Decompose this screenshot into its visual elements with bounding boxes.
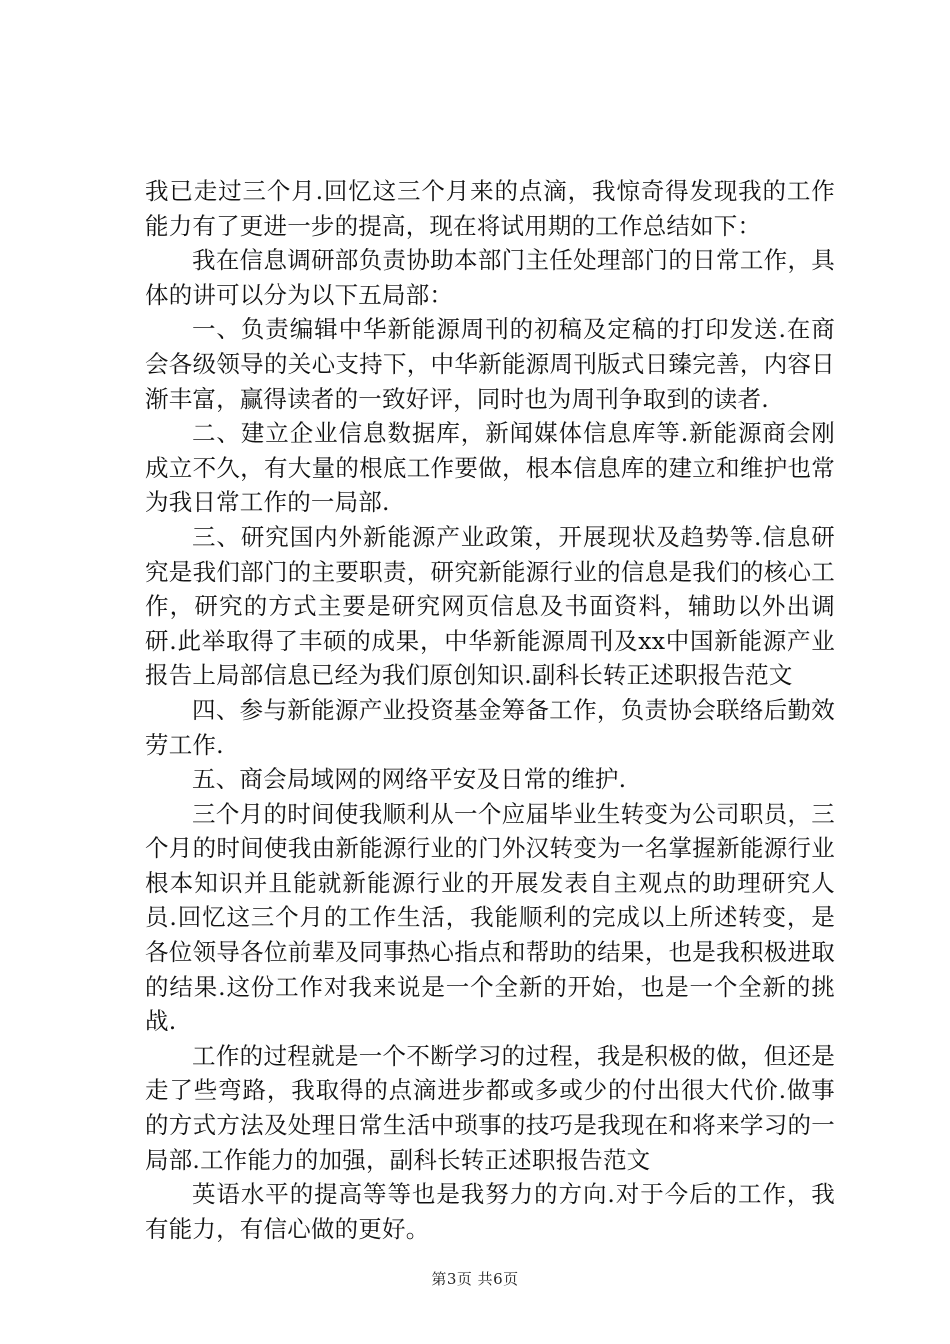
paragraph-duty-1: 一、负责编辑中华新能源周刊的初稿及定稿的打印发送.在商会各级领导的关心支持下，中华新能源周刊版式日臻完善，内容日渐丰富，赢得读者的一致好评，同时也为周刊争取到的读者. (145, 315, 835, 413)
paragraph-intro: 我已走过三个月.回忆这三个月来的点滴，我惊奇得发现我的工作能力有了更进一步的提高，现在将试用期的工作总结如下： (145, 177, 835, 240)
page-number-footer: 第3页 共6页 (431, 1270, 519, 1288)
paragraph-conclusion: 英语水平的提高等等也是我努力的方向.对于今后的工作，我有能力，有信心做的更好。 (145, 1180, 835, 1243)
paragraph-three-months: 三个月的时间使我顺利从一个应届毕业生转变为公司职员，三个月的时间使我由新能源行业的门外汉转变为一名掌握新能源行业根本知识并且能就新能源行业的开展发表自主观点的助理研究人员.回忆这三个月的工作生活，我能顺利的完成以上所述转变，是各位领导各位前辈及同事热心指点和帮助的结果，也是我积极进取的结果.这份工作对我来说是一个全新的开始，也是一个全新的挑战. (145, 799, 835, 1036)
paragraph-duty-5: 五、商会局域网的网络平安及日常的维护. (192, 765, 627, 794)
paragraph-duty-3: 三、研究国内外新能源产业政策，开展现状及趋势等.信息研究是我们部门的主要职责，研究新能源行业的信息是我们的核心工作，研究的方式主要是研究网页信息及书面资料，辅助以外出调研.此举取得了丰硕的成果，中华新能源周刊及xx中国新能源产业报告上局部信息已经为我们原创知识.副科长转正述职报告范文 (145, 522, 835, 690)
paragraph-duty-4: 四、参与新能源产业投资基金筹备工作，负责协会联络后勤效劳工作. (145, 695, 835, 759)
document-body (145, 174, 835, 1246)
paragraph-duty-2: 二、建立企业信息数据库，新闻媒体信息库等.新能源商会刚成立不久，有大量的根底工作要做，根本信息库的建立和维护也常为我日常工作的一局部. (145, 419, 835, 517)
paragraph-duties-overview: 我在信息调研部负责协助本部门主任处理部门的日常工作，具体的讲可以分为以下五局部： (145, 246, 835, 309)
paragraph-learning: 工作的过程就是一个不断学习的过程，我是积极的做，但还是走了些弯路，我取得的点滴进步都或多或少的付出很大代价.做事的方式方法及处理日常生活中琐事的技巧是我现在和将来学习的一局部.工作能力的加强，副科长转正述职报告范文 (145, 1041, 835, 1174)
